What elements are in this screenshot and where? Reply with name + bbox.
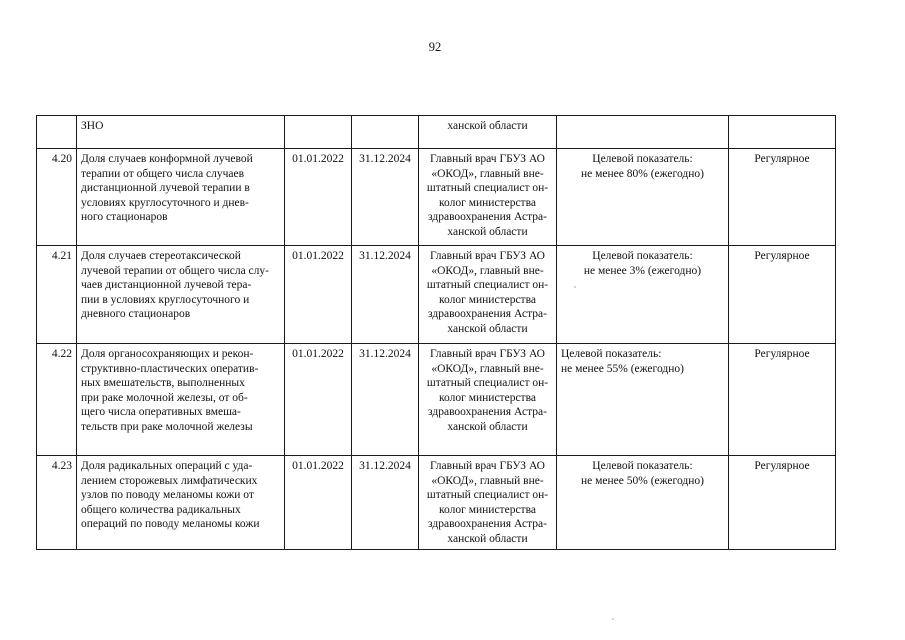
responsible-line: колог министерства	[439, 293, 536, 306]
cell-responsible	[419, 344, 557, 456]
cell-target	[557, 344, 729, 456]
cell-start-date: 01.01.2022	[285, 456, 352, 550]
cell-frequency: Регулярное	[729, 456, 836, 550]
description-line: при раке молочной железы, от об-	[81, 391, 248, 404]
description-line: ных вмешательств, выполненных	[81, 377, 245, 389]
description-line: Доля случаев конформной лучевой	[81, 153, 253, 165]
responsible-line: «ОКОД», главный вне-	[431, 167, 544, 180]
responsible-line: «ОКОД», главный вне-	[431, 474, 544, 487]
responsible-line: штатный специалист он-	[426, 489, 549, 501]
description-line: Доля органосохраняющих и рекон-	[81, 348, 254, 360]
cell-number: 4.21	[37, 246, 77, 344]
scan-speck	[574, 286, 576, 288]
responsible-line: ханской области	[447, 322, 528, 335]
cell-number	[37, 116, 77, 149]
cell-description	[77, 246, 285, 344]
responsible-line: «ОКОД», главный вне-	[431, 264, 544, 277]
cell-description	[77, 116, 285, 149]
responsible-line: колог министерства	[439, 503, 536, 516]
cell-frequency	[729, 116, 836, 149]
description-line: щего числа оперативных вмеша-	[81, 406, 241, 418]
description-line: лением сторожевых лимфатических	[81, 474, 258, 487]
cell-target	[557, 456, 729, 550]
cell-end-date: 31.12.2024	[352, 149, 419, 246]
description-line: структивно-пластических оператив-	[81, 362, 259, 375]
table-row	[37, 246, 836, 344]
description-line: терапии от общего числа случаев	[81, 167, 245, 180]
table-row	[37, 149, 836, 246]
responsible-line: колог министерства	[439, 391, 536, 404]
responsible-line: колог министерства	[439, 196, 536, 209]
responsible-line: ханской области	[447, 420, 528, 433]
responsible-line: штатный специалист он-	[426, 377, 549, 389]
cell-frequency: Регулярное	[729, 149, 836, 246]
responsible-line: Главный врач ГБУЗ АО	[430, 460, 545, 472]
measures-table	[36, 115, 836, 550]
responsible-line: ханской области	[447, 120, 528, 132]
responsible-line: штатный специалист он-	[426, 279, 549, 291]
description-line: узлов по поводу меланомы кожи от	[81, 489, 254, 501]
table-row	[37, 456, 836, 550]
cell-start-date: 01.01.2022	[285, 149, 352, 246]
cell-responsible	[419, 149, 557, 246]
description-line: Доля радикальных операций с уда-	[81, 460, 253, 472]
responsible-line: Главный врач ГБУЗ АО	[430, 250, 545, 262]
target-line: не менее 55% (ежегодно)	[561, 362, 684, 375]
cell-frequency: Регулярное	[729, 246, 836, 344]
description-line: условиях круглосуточного и днев-	[81, 196, 249, 209]
cell-target	[557, 149, 729, 246]
description-line: Доля случаев стереотаксической	[81, 250, 241, 262]
cell-frequency: Регулярное	[729, 344, 836, 456]
cell-responsible	[419, 456, 557, 550]
target-line: Целевой показатель:	[592, 153, 693, 165]
responsible-line: штатный специалист он-	[426, 182, 549, 194]
target-line: Целевой показатель:	[561, 348, 662, 360]
cell-description	[77, 149, 285, 246]
description-line: пии в условиях круглосуточного и	[81, 293, 250, 306]
target-line: Целевой показатель:	[592, 460, 693, 472]
responsible-line: здравоохранения Астра-	[428, 406, 547, 418]
description-line: тельств при раке молочной железы	[81, 420, 253, 433]
page-number: 92	[428, 40, 442, 54]
target-line: не менее 80% (ежегодно)	[581, 167, 704, 180]
description-line: дистанционной лучевой терапии в	[81, 182, 250, 194]
responsible-line: «ОКОД», главный вне-	[431, 362, 544, 375]
description-line: чаев дистанционной лучевой тера-	[81, 279, 252, 291]
responsible-line: здравоохранения Астра-	[428, 211, 547, 223]
responsible-line: ханской области	[447, 532, 528, 545]
cell-end-date: 31.12.2024	[352, 456, 419, 550]
description-line: общего количества радикальных	[81, 503, 241, 516]
cell-start-date: 01.01.2022	[285, 344, 352, 456]
responsible-line: здравоохранения Астра-	[428, 518, 547, 530]
description-line: дневного стационаров	[81, 308, 191, 320]
description-line: операций по поводу меланомы кожи	[81, 518, 260, 530]
target-line: не менее 3% (ежегодно)	[583, 264, 702, 277]
description-line: ного стационаров	[81, 211, 168, 223]
cell-target	[557, 246, 729, 344]
cell-end-date	[352, 116, 419, 149]
cell-description	[77, 344, 285, 456]
cell-responsible	[419, 116, 557, 149]
cell-number: 4.23	[37, 456, 77, 550]
cell-end-date: 31.12.2024	[352, 344, 419, 456]
responsible-line: Главный врач ГБУЗ АО	[430, 153, 545, 165]
responsible-line: Главный врач ГБУЗ АО	[430, 348, 545, 360]
cell-number: 4.20	[37, 149, 77, 246]
description-line: ЗНО	[81, 120, 104, 132]
target-line: Целевой показатель:	[592, 250, 693, 262]
responsible-line: ханской области	[447, 225, 528, 238]
cell-start-date	[285, 116, 352, 149]
responsible-line: здравоохранения Астра-	[428, 308, 547, 320]
description-line: лучевой терапии от общего числа слу-	[81, 264, 269, 277]
target-line: не менее 50% (ежегодно)	[581, 474, 704, 487]
cell-end-date: 31.12.2024	[352, 246, 419, 344]
scan-speck	[612, 618, 614, 620]
cell-target	[557, 116, 729, 149]
cell-start-date: 01.01.2022	[285, 246, 352, 344]
cell-number: 4.22	[37, 344, 77, 456]
cell-responsible	[419, 246, 557, 344]
table-row	[37, 344, 836, 456]
cell-description	[77, 456, 285, 550]
table-row-continuation	[37, 116, 836, 149]
